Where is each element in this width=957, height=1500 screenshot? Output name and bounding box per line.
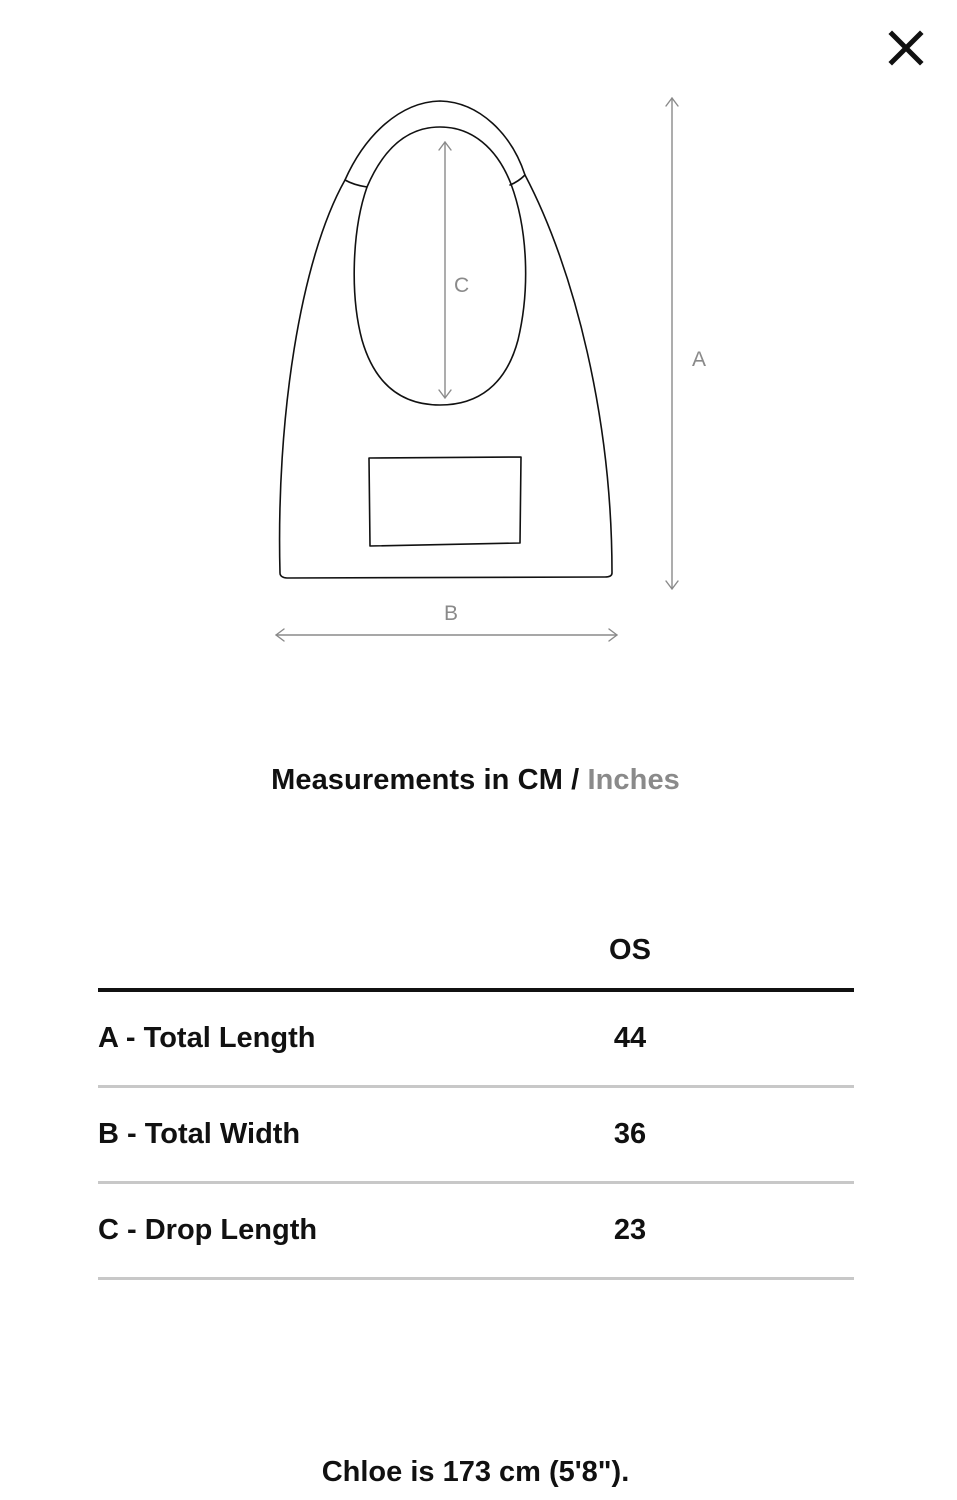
units-inches[interactable]: Inches (587, 764, 680, 796)
row-label: B - Total Width (98, 1087, 552, 1183)
units-toggle (0, 764, 951, 797)
row-spacer (708, 990, 854, 1087)
bag-outline (280, 101, 612, 578)
row-label: A - Total Length (98, 990, 552, 1087)
table-header-row (98, 912, 854, 990)
table-row (98, 1087, 854, 1183)
row-value: 23 (552, 1183, 708, 1279)
table-header-size: OS (552, 912, 708, 990)
diagram-label-a: A (692, 348, 707, 371)
diagram-label-c: C (454, 274, 470, 297)
pocket (369, 457, 521, 546)
model-height-note: Chloe is 173 cm (5'8"). (321, 1456, 630, 1488)
units-cm[interactable]: Measurements in CM (271, 764, 563, 796)
row-spacer (708, 1087, 854, 1183)
strap-seam-right (510, 175, 525, 185)
row-label: C - Drop Length (98, 1183, 552, 1279)
table-row (98, 990, 854, 1087)
handle-opening (354, 127, 525, 405)
strap-seam-left (345, 180, 367, 187)
row-value: 36 (552, 1087, 708, 1183)
table-header-label (98, 912, 552, 990)
diagram-label-b: B (444, 602, 459, 625)
bag-measurement-diagram (0, 0, 957, 700)
units-separator: / (562, 764, 588, 796)
row-value: 44 (552, 990, 708, 1087)
row-spacer (708, 1183, 854, 1279)
table-row (98, 1183, 854, 1279)
table-header-spacer (708, 912, 854, 990)
size-table (98, 912, 854, 1280)
